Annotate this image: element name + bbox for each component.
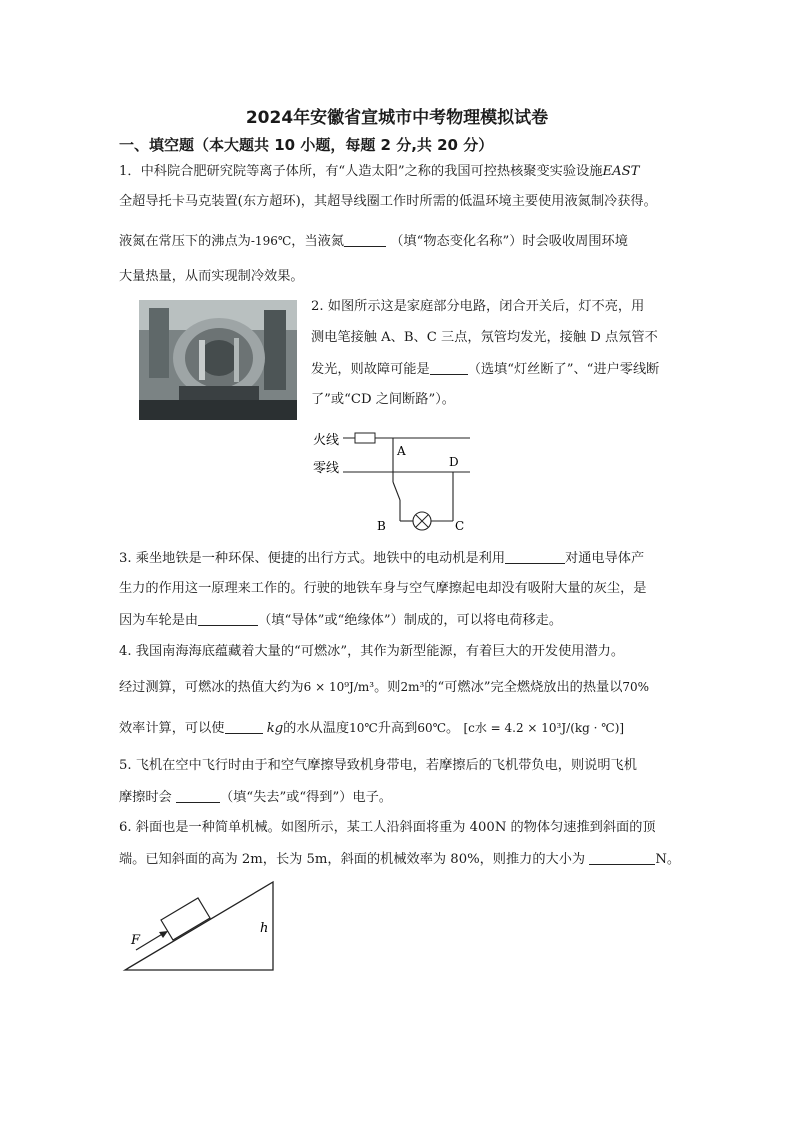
q5-text: 摩擦时会 (119, 790, 172, 805)
q1-line-3 (119, 232, 628, 251)
q3-answer-blank-1[interactable] (505, 549, 565, 564)
q6-line-2 (119, 850, 680, 869)
switch-symbol (393, 482, 400, 500)
q4-text: 。 (446, 721, 460, 736)
force-arrow-shaft (136, 933, 164, 950)
q4-text: 的“可燃冰”完全燃烧放出的热量以 (424, 680, 623, 695)
q2-text: （选填“灯丝断了”、“进户零线断 (467, 362, 660, 377)
force-arrowhead (159, 931, 168, 938)
q4-heat-value: 6 × 10⁹J/m³ (303, 680, 375, 694)
neutral-wire-label: 零线 (313, 461, 340, 476)
live-wire-label: 火线 (313, 433, 340, 448)
q4-unit-kg: kg (266, 721, 284, 736)
q4-text: 经过测算，可燃冰的热值大约为 (119, 680, 304, 695)
q2-answer-blank[interactable] (430, 360, 468, 375)
q4-line-1: 4. 我国南海海底蕴藏着大量的“可燃冰”，其作为新型能源，有着巨大的开发使用潜力。 (119, 644, 625, 659)
q1-boiling-point: -196℃ (250, 234, 292, 248)
q4-specific-heat: [c水 = 4.2 × 10³J/(kg · ℃)] (463, 721, 625, 735)
q1-line-1 (119, 163, 639, 181)
q4-text: 升高到 (377, 721, 418, 736)
q4-line-2 (119, 678, 649, 697)
household-circuit-diagram (305, 420, 485, 535)
q3-line-2: 生力的作用这一原理来工作的。行驶的地铁车身与空气摩擦起电却没有吸附大量的灰尘，是 (119, 581, 647, 596)
q3-line-1 (119, 549, 644, 568)
q6-text: 端。已知斜面的高为 2m，长为 5m，斜面的机械效率为 80%，则推力的大小为 (119, 852, 586, 867)
point-b-label: B (377, 519, 386, 533)
q1-text: 液氮在常压下的沸点为 (119, 234, 251, 249)
q4-line-3 (119, 719, 624, 738)
q2-line-1: 2. 如图所示这是家庭部分电路，闭合开关后，灯不亮，用 (311, 299, 645, 314)
q3-line-3 (119, 611, 562, 630)
q6-line-1: 6. 斜面也是一种简单机械。如图所示，某工人沿斜面将重为 400N 的物体匀速推到斜面的顶 (119, 820, 656, 835)
q2-line-3 (311, 360, 659, 379)
q4-text: 。则 (374, 680, 401, 695)
q1-answer-blank[interactable] (344, 232, 386, 247)
q3-text: （填“导体”或“绝缘体”）制成的，可以将电荷移走。 (258, 613, 563, 628)
tokamak-photo (139, 300, 297, 420)
q4-text: 的水从温度 (283, 721, 350, 736)
q3-text: 对通电导体产 (565, 551, 645, 566)
point-a-label: A (397, 444, 406, 458)
q4-answer-blank[interactable] (225, 719, 263, 734)
q1-line-4: 大量热量，从而实现制冷效果。 (119, 269, 304, 284)
q4-initial-temp: 10℃ (349, 721, 378, 735)
q5-line-1: 5. 飞机在空中飞行时由于和空气摩擦导致机身带电，若摩擦后的飞机带负电，则说明飞机 (119, 758, 637, 773)
q4-efficiency: 70% (622, 680, 650, 694)
q4-volume: 2m³ (400, 680, 425, 694)
tokamak-photo-illustration (139, 300, 297, 420)
q1-text: 1．中科院合肥研究院等离子体所，有“人造太阳”之称的我国可控热核聚变实验设施 (119, 164, 603, 179)
q4-text: 效率计算，可以使 (119, 721, 225, 736)
q2-line-2: 测电笔接触 A、B、C 三点，氖管均发光，接触 D 点氖管不 (311, 330, 658, 345)
q6-answer-blank[interactable] (589, 850, 655, 865)
q3-text: 因为车轮是由 (119, 613, 199, 628)
incline-diagram (118, 876, 280, 976)
q1-line-2: 全超导托卡马克装置(东方超环)，其超导线圈工作时所需的低温环境主要使用液氮制冷获得。 (119, 194, 657, 209)
q1-text: ，当液氮 (291, 234, 345, 249)
q1-text: （填“物态变化名称”）时会吸收周围环境 (390, 234, 628, 249)
q1-east: EAST (602, 164, 640, 179)
point-d-label: D (449, 455, 459, 469)
height-label: h (260, 921, 269, 936)
fuse-symbol (355, 433, 375, 443)
q3-text: 3. 乘坐地铁是一种环保、便捷的出行方式。地铁中的电动机是利用 (119, 551, 506, 566)
q2-text: 发光，则故障可能是 (311, 362, 430, 377)
page-title: 2024年安徽省宣城市中考物理模拟试卷 (245, 108, 549, 128)
q5-text: （填“失去”或“得到”）电子。 (219, 790, 392, 805)
q2-line-4: 了”或“CD 之间断路”）。 (311, 392, 455, 407)
q6-text: N。 (655, 852, 681, 867)
section-heading: 一、填空题（本大题共 10 小题，每题 2 分,共 20 分） (119, 136, 494, 154)
point-c-label: C (455, 519, 465, 533)
q5-line-2 (119, 788, 392, 807)
q3-answer-blank-2[interactable] (198, 611, 258, 626)
incline-triangle (125, 882, 273, 970)
force-label: F (131, 933, 141, 948)
q4-final-temp: 60℃ (417, 721, 447, 735)
q5-answer-blank[interactable] (176, 788, 220, 803)
